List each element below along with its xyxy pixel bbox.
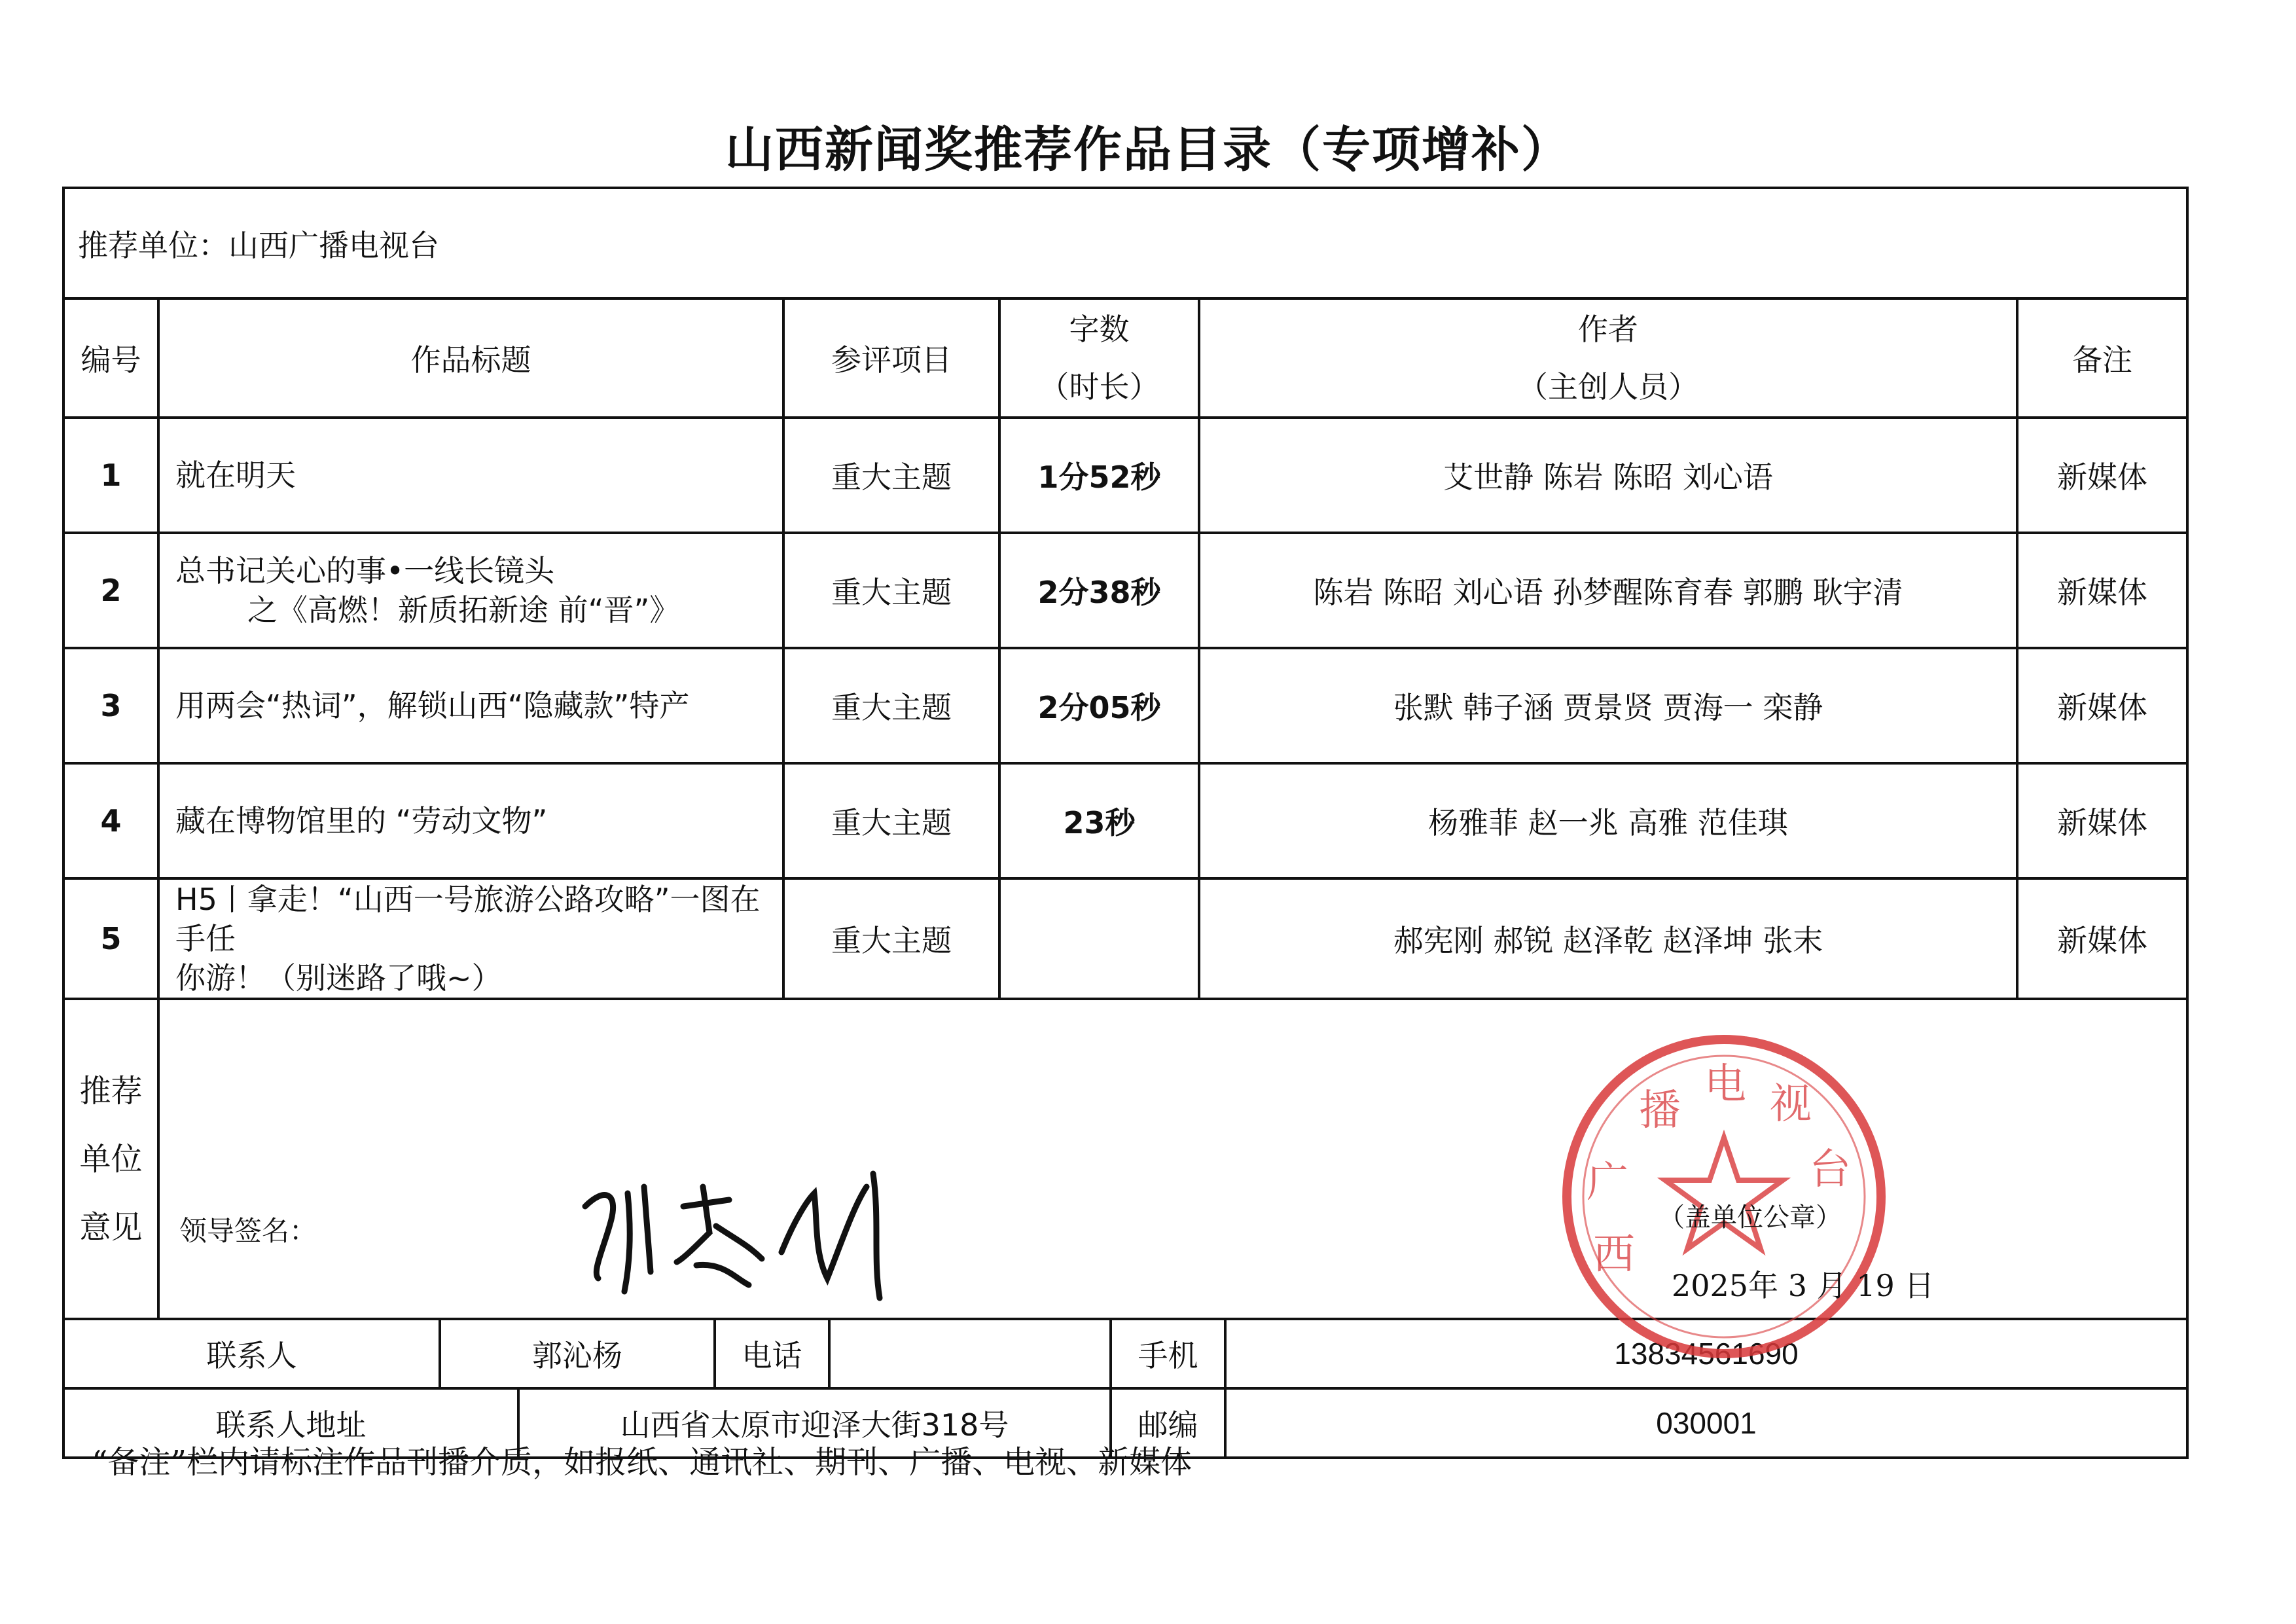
opinion-label-line3: 意见	[79, 1208, 143, 1246]
seal-note: （盖单位公章）	[1659, 1202, 1842, 1233]
row-authors: 艾世静 陈岩 陈昭 刘心语	[1199, 418, 2017, 533]
header-no: 编号	[63, 298, 158, 418]
row-title	[158, 648, 783, 763]
stamp-date: 2025年 3 月 19 日	[1672, 1268, 1935, 1303]
row-title	[158, 763, 783, 878]
row-title	[158, 533, 783, 648]
row-authors: 杨雅菲 赵一兆 高雅 范佳琪	[1199, 763, 2017, 878]
table-row	[63, 878, 2187, 999]
contact-label: 联系人	[63, 1319, 440, 1388]
opinion-label	[63, 999, 158, 1319]
phone-label: 电话	[715, 1319, 829, 1388]
row-remark: 新媒体	[2017, 533, 2187, 648]
recommending-unit: 推荐单位：山西广播电视台	[63, 188, 2187, 298]
zip-value: 030001	[1225, 1388, 2187, 1458]
header-length	[999, 298, 1199, 418]
row-remark: 新媒体	[2017, 648, 2187, 763]
row-title	[158, 878, 783, 999]
row-length: 23秒	[999, 763, 1199, 878]
row-category: 重大主题	[783, 418, 999, 533]
address-value: 山西省太原市迎泽大街318号	[518, 1388, 1111, 1458]
svg-text:视: 视	[1770, 1080, 1812, 1128]
zip-label: 邮编	[1111, 1388, 1225, 1458]
svg-text:播: 播	[1639, 1087, 1681, 1135]
form-sheet	[62, 187, 2186, 1459]
row-category: 重大主题	[783, 533, 999, 648]
row-no: 4	[63, 763, 158, 878]
row-title-line1: 总书记关心的事•一线长镜头	[175, 553, 555, 588]
row-category: 重大主题	[783, 763, 999, 878]
table-row	[63, 763, 2187, 878]
handwritten-signature	[565, 1147, 1063, 1318]
contact-value: 郭沁杨	[440, 1319, 715, 1388]
header-author-line1: 作者	[1578, 312, 1638, 347]
opinion-body	[158, 999, 2187, 1319]
header-category: 参评项目	[783, 298, 999, 418]
svg-text:台: 台	[1809, 1146, 1851, 1194]
row-length: 2分05秒	[999, 648, 1199, 763]
table-header-row	[63, 298, 2187, 418]
row-title-line1: 藏在博物馆里的 “劳动文物”	[175, 803, 548, 839]
header-length-line1: 字数	[1069, 312, 1130, 347]
row-authors: 郝宪刚 郝锐 赵泽乾 赵泽坤 张末	[1199, 878, 2017, 999]
row-length: 2分38秒	[999, 533, 1199, 648]
row-no: 1	[63, 418, 158, 533]
row-remark: 新媒体	[2017, 878, 2187, 999]
row-category: 重大主题	[783, 878, 999, 999]
table-row	[63, 418, 2187, 533]
opinion-row	[63, 999, 2187, 1319]
header-author-line2: （主创人员）	[1518, 369, 1698, 405]
row-no: 5	[63, 878, 158, 999]
row-authors: 陈岩 陈昭 刘心语 孙梦醒陈育春 郭鹏 耿宇清	[1199, 533, 2017, 648]
row-title-line2: 之《高燃！新质拓新途 前“晋”》	[247, 592, 680, 628]
row-no: 3	[63, 648, 158, 763]
row-category: 重大主题	[783, 648, 999, 763]
row-title-line1: 就在明天	[175, 458, 296, 493]
table-row	[63, 648, 2187, 763]
leader-sign-label: 领导签名：	[179, 1215, 317, 1247]
address-label: 联系人地址	[63, 1388, 518, 1458]
svg-text:电: 电	[1704, 1060, 1746, 1109]
opinion-label-line2: 单位	[79, 1140, 143, 1178]
row-title	[158, 418, 783, 533]
row-remark: 新媒体	[2017, 763, 2187, 878]
row-title-line2: 你游！（别迷路了哦~）	[175, 960, 502, 996]
opinion-label-line1: 推荐	[79, 1072, 143, 1110]
row-title-line1: H5丨拿走！“山西一号旅游公路攻略”一图在手任	[175, 882, 761, 956]
row-authors: 张默 韩子涵 贾景贤 贾海一 栾静	[1199, 648, 2017, 763]
footnote: “备注”栏内请标注作品刊播介质，如报纸、通讯社、期刊、广播、电视、新媒体	[92, 1444, 1193, 1481]
mobile-label: 手机	[1111, 1319, 1225, 1388]
row-length	[999, 878, 1199, 999]
header-work-title: 作品标题	[158, 298, 783, 418]
header-author	[1199, 298, 2017, 418]
works-table	[62, 187, 2189, 1320]
row-remark: 新媒体	[2017, 418, 2187, 533]
header-length-line2: （时长）	[1039, 369, 1160, 405]
header-remark: 备注	[2017, 298, 2187, 418]
row-no: 2	[63, 533, 158, 648]
row-length: 1分52秒	[999, 418, 1199, 533]
page-title: 山西新闻奖推荐作品目录（专项增补）	[725, 122, 1571, 178]
svg-text:广: 广	[1587, 1159, 1628, 1207]
phone-value	[829, 1319, 1111, 1388]
mobile-value: 13834561690	[1225, 1319, 2187, 1388]
svg-text:西: 西	[1593, 1231, 1635, 1279]
table-row	[63, 533, 2187, 648]
row-title-line1: 用两会“热词”，解锁山西“隐藏款”特产	[175, 688, 690, 723]
